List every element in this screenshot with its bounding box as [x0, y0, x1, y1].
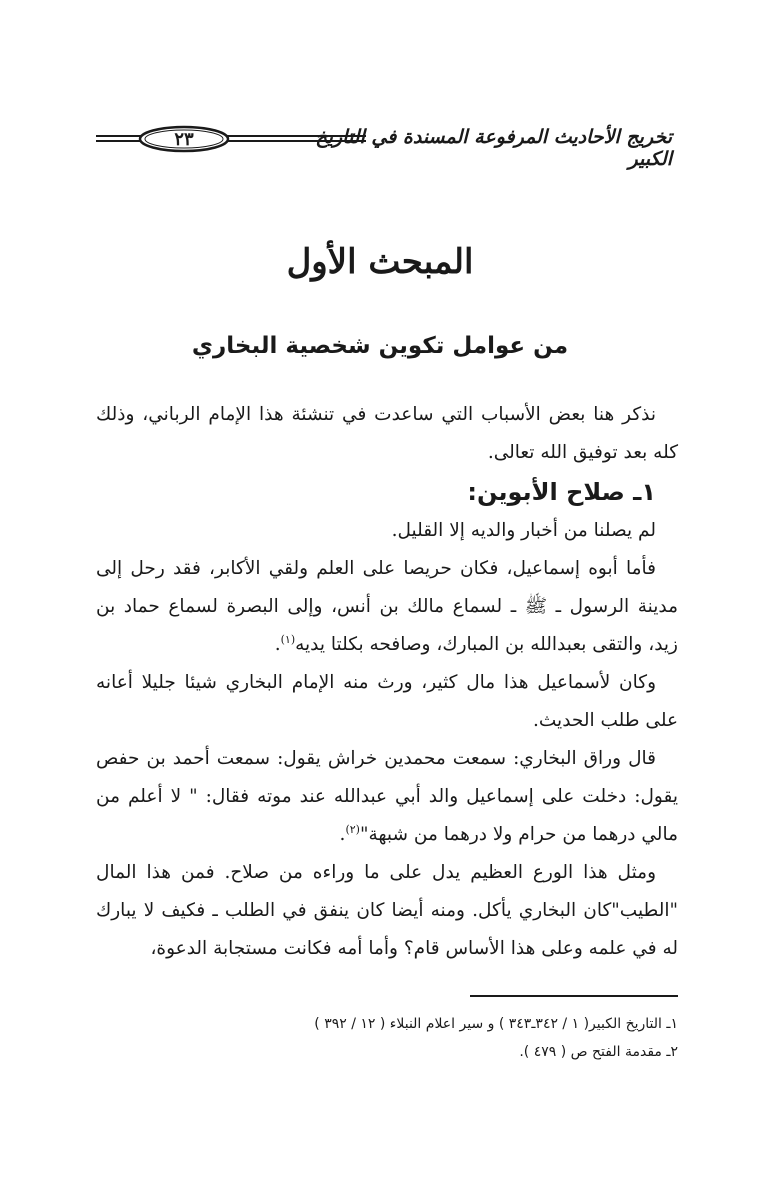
paragraph-4: [96, 740, 678, 854]
page-number: ٢٣: [174, 128, 194, 150]
header-ornament-rules: [96, 124, 366, 154]
paragraph-2-text: فأما أبوه إسماعيل، فكان حريصا على العلم ولقي الأكابر، فقد رحل إلى مدينة الرسول ـ ﷺ ـ لسماع مالك بن أنس، وإلى البصرة لسماع حماد بن زيد، والتقى بعبدالله بن المبارك، وصافحه بكلتا يديه: [96, 558, 678, 655]
section-heading-parents: ١ـ صلاح الأبوين:: [467, 478, 656, 506]
paragraph-1: لم يصلنا من أخبار والديه إلا القليل.: [391, 520, 656, 541]
paragraph-4-text: قال وراق البخاري: سمعت محمدين خراش يقول: سمعت أحمد بن حفص يقول: دخلت على إسماعيل والد أبي عبدالله عند موته فقال: " لا أعلم من مالي درهما من حرام ولا درهما من شبهة": [96, 748, 678, 845]
paragraph-3: وكان لأسماعيل هذا مال كثير، ورث منه الإمام البخاري شيئا جليلا أعانه على طلب الحديث.: [96, 672, 678, 731]
footnote-ref-2: (٢): [345, 822, 360, 836]
paragraph-4-end: .: [339, 824, 346, 845]
paragraph-5: ومثل هذا الورع العظيم يدل على ما وراءه من صلاح. فمن هذا المال "الطيب"كان البخاري يأكل. ومنه أيضا كان ينفق في الطلب ـ فكيف لا يبارك له في علمه وعلى هذا الأساس قام؟ وأما أمه فكانت مستجابة الدعوة،: [96, 862, 678, 959]
paragraph-2-end: .: [274, 634, 281, 655]
footnotes: [96, 1010, 678, 1066]
chapter-subtitle: من عوامل تكوين شخصية البخاري: [191, 333, 569, 359]
running-header-title: تخريج الأحاديث المرفوعة المسندة في التاريخ الكبير: [315, 126, 672, 170]
body-text: [96, 396, 678, 968]
footnote-divider: [470, 995, 678, 997]
footnote-1: ١ـ التاريخ الكبير( ١ / ٣٤٢ـ٣٤٣ ) و سير اعلام النبلاء ( ١٢ / ٣٩٢ ): [314, 1016, 678, 1032]
paragraph-2: [96, 550, 678, 664]
footnote-ref-1: (١): [280, 632, 296, 646]
intro-paragraph: نذكر هنا بعض الأسباب التي ساعدت في تنشئة هذا الإمام الرباني، وذلك كله بعد توفيق الله تعالى.: [96, 404, 678, 463]
footnote-2: ٢ـ مقدمة الفتح ص ( ٤٧٩ ).: [519, 1044, 678, 1060]
chapter-heading: المبحث الأول: [286, 242, 474, 282]
